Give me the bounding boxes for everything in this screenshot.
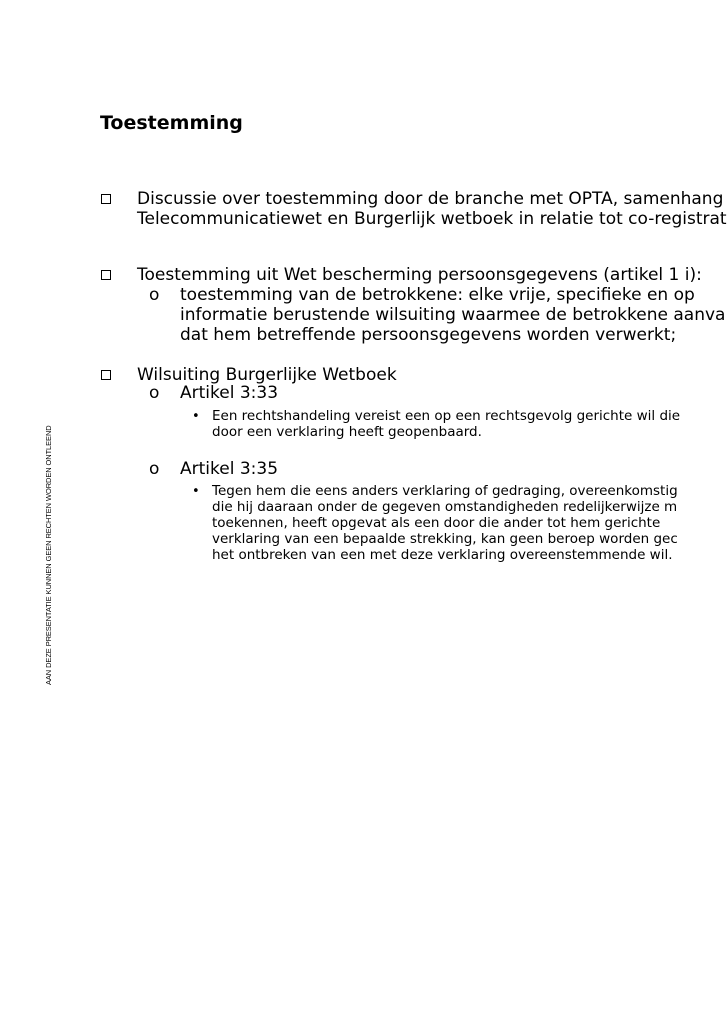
sub-bullet-line-3: dat hem betreffende persoonsgegevens worden verwerkt; bbox=[180, 325, 677, 345]
disclaimer-vertical-text: AAN DEZE PRESENTATIE KUNNEN GEEN RECHTEN WORDEN ONTLEEND bbox=[44, 425, 53, 685]
artikel-3-35-text-line-3: toekennen, heeft opgevat als een door die ander tot hem gerichte bbox=[212, 515, 661, 531]
artikel-3-33-text-line-2: door een verklaring heeft geopenbaard. bbox=[212, 424, 482, 440]
checkbox-bullet-icon bbox=[101, 194, 111, 204]
bullet-1-line-2: Telecommunicatiewet en Burgerlijk wetboek in relatie tot co-registrat bbox=[137, 209, 727, 229]
sub-bullet-line-2: informatie berustende wilsuiting waarmee de betrokkene aanva bbox=[180, 305, 726, 325]
artikel-3-35-heading: Artikel 3:35 bbox=[180, 459, 279, 479]
sub-bullet-marker: o bbox=[149, 459, 160, 479]
artikel-3-35-text-line-2: die hij daaraan onder de gegeven omstandigheden redelijkerwijze m bbox=[212, 499, 678, 515]
point-bullet-marker: • bbox=[192, 409, 200, 424]
bullet-3-line-1: Wilsuiting Burgerlijke Wetboek bbox=[137, 365, 397, 385]
slide-title: Toestemming bbox=[100, 112, 243, 134]
bullet-1-line-1: Discussie over toestemming door de branche met OPTA, samenhang bbox=[137, 189, 724, 209]
sub-bullet-line-1: toestemming van de betrokkene: elke vrije, specifieke en op bbox=[180, 285, 695, 305]
artikel-3-35-text-line-5: het ontbreken van een met deze verklaring overeenstemmende wil. bbox=[212, 547, 673, 563]
bullet-2-line-1: Toestemming uit Wet bescherming persoonsgegevens (artikel 1 i): bbox=[137, 265, 702, 285]
artikel-3-33-text-line-1: Een rechtshandeling vereist een op een rechtsgevolg gerichte wil die bbox=[212, 408, 681, 424]
artikel-3-35-text-line-4: verklaring van een bepaalde strekking, kan geen beroep worden gec bbox=[212, 531, 678, 547]
artikel-3-35-text-line-1: Tegen hem die eens anders verklaring of gedraging, overeenkomstig bbox=[212, 483, 678, 499]
artikel-3-33-heading: Artikel 3:33 bbox=[180, 383, 279, 403]
sub-bullet-marker: o bbox=[149, 383, 160, 403]
sub-bullet-marker: o bbox=[149, 285, 160, 305]
checkbox-bullet-icon bbox=[101, 270, 111, 280]
checkbox-bullet-icon bbox=[101, 370, 111, 380]
point-bullet-marker: • bbox=[192, 484, 200, 499]
